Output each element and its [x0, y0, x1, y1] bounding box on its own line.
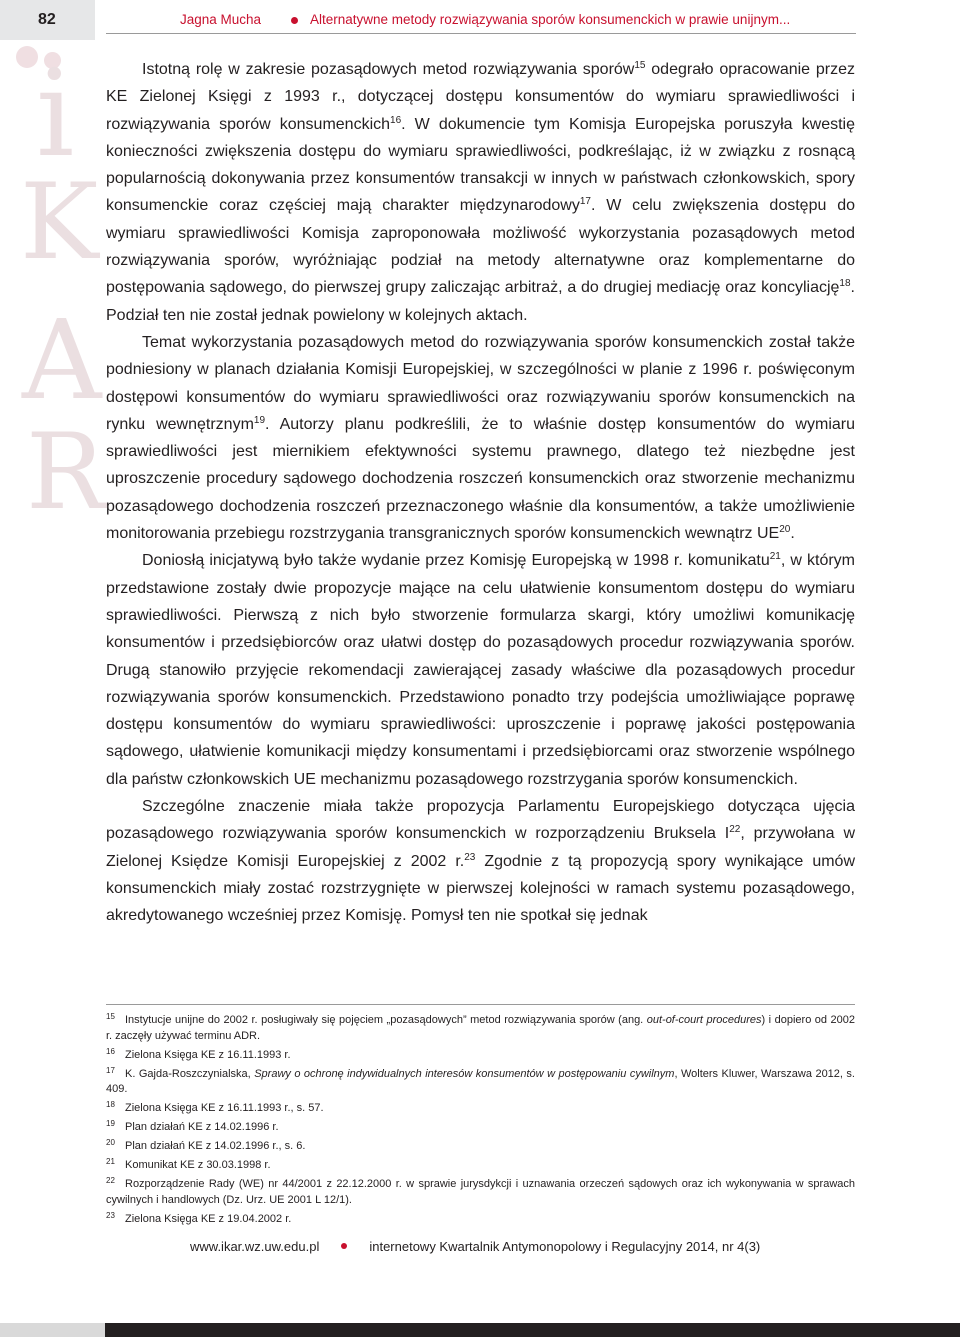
footnote: 23 Zielona Księga KE z 19.04.2002 r.: [106, 1210, 292, 1225]
footer-url-link[interactable]: www.ikar.wz.uw.edu.pl: [190, 1239, 320, 1254]
footnote: 15 Instytucje unijne do 2002 r. posługiwały się pojęciem „pozasądowych” metod rozwiązywania sporów (ang. out-of-court procedures) i dopiero od 2002 r. zaczęły używać terminu ADR.: [106, 1012, 855, 1042]
footnote-ref[interactable]: 15: [634, 60, 646, 71]
footer-journal: internetowy Kwartalnik Antymonopolowy i Regulacyjny 2014, nr 4(3): [369, 1239, 761, 1254]
footnote-ref[interactable]: 23: [464, 851, 476, 863]
paragraph: Szczególne znaczenie miała także propozycja Parlamentu Europejskiego dotycząca ujęcia pozasądowego rozwiązywania sporów konsumenckich w rozporządzeniu Bruksela $I^{22}$, przywołana w Zielonej Księdze Komisji Europejskiej z 2002 r.$^{23}$ Zgodnie z tą propozycją spory wynikające umów konsumenckich miały zostać rozstrzygnięte w pierwszej kolejności w ramach systemu pozasądowego, akredytowanego wcześniej przez Komisję. Pomysł ten nie spotkał się jednak: [106, 798, 856, 925]
footer-bullet-icon: [341, 1243, 347, 1249]
side-letter-k: K: [20, 161, 99, 283]
side-letter-i: i: [36, 45, 75, 184]
footnote: 20 Plan działań KE z 14.02.1996 r., s. 6.: [106, 1138, 306, 1152]
footnote-ref[interactable]: 20: [779, 524, 791, 536]
footnote-ref[interactable]: 17: [579, 196, 591, 208]
footnote: 19 Plan działań KE z 14.02.1996 r.: [106, 1119, 279, 1133]
footnote: 17 K. Gajda-Roszczynialska, Sprawy o ochronę indywidualnych interesów konsumentów w postępowaniu cywilnym, Wolters Kluwer, Warszawa 2012, s. 409.: [106, 1065, 855, 1095]
header-bullet-icon: [291, 17, 298, 24]
article-body: [106, 56, 855, 930]
footnote-ref[interactable]: 19: [253, 414, 266, 426]
bottom-bar-right: [105, 1323, 960, 1337]
side-letter-r: R: [26, 411, 106, 533]
side-dot-decoration: [16, 46, 38, 68]
paragraph: Istotną rolę w zakresie pozasądowych metod rozwiązywania sporów$^{15}$ odegrało opracowanie przez KE Zielonej Księgi z 1993 r., dotyczącej dostępu konsumentów do wymiaru sprawiedliwości i rozwiązywania sporów konsumenckich$^{16}$. W dokumencie tym Komisja Europejska poruszyła kwestię konieczności zwiększenia dostępu do wymiaru sprawiedliwości, podkreślając, iż w związku z rosnącą popularnością dokonywania przez konsumentów transakcji w innych w państwach członkowskich, spory konsumenckie coraz częściej mają charakter międzynarodowy$^{17}$. W celu zwiększenia dostępu do wymiaru sprawiedliwości Komisja zaproponowała możliwość wykorzystania pozasądowych metod rozwiązywania sporów, wyróżniając podział na metody alternatywne oraz komplementarne do postępowania sądowego, do pierwszej grupy zaliczając arbitraż, a do drugiej mediację oraz koncyliację$^{18}$. Podział ten nie został jednak powielony w kolejnych aktach.: [106, 60, 855, 324]
footnote: 18 Zielona Księga KE z 16.11.1993 r., s. 57.: [106, 1100, 324, 1114]
bottom-bar-left: [0, 1323, 105, 1337]
running-header: [106, 10, 856, 34]
page-footer: [190, 1239, 760, 1254]
paragraph: Temat wykorzystania pozasądowych metod do rozwiązywania sporów konsumenckich został także podniesiony w planach działania Komisji Europejskiej, w szczególności w planie z 1996 r. poświęconym dostępowi konsumentów do wymiaru sprawiedliwości oraz rozwiązywaniu sporów konsumenckich na rynku wewnętrznym$^{19}$. Autorzy planu podkreślili, że to właśnie dostęp konsumentów do wymiaru sprawiedliwości jest miernikiem efektywności systemu prawnego, dlatego też niezbędne jest uproszczenie procedury sądowego dochodzenia roszczeń konsumenckich oraz stworzenie mechanizmu pozasądowego dochodzenia roszczeń przeznaczonego właśnie dla konsumentów, a także umożliwienie monitorowania przebiegu rozstrzygania transgranicznych sporów konsumenckich wewnątrz UE$^{20}$.: [106, 333, 855, 543]
page-number: 82: [0, 0, 95, 40]
paragraph: Doniosłą inicjatywą było także wydanie przez Komisję Europejską w 1998 r. komunikatu$^{21}$, w którym przedstawione zostały dwie propozycje mające na celu ułatwienie konsumentom dostępu do wymiaru sprawiedliwości. Pierwszą z nich było stworzenie formularza skargi, który umożliwi komunikację konsumentów i przedsiębiorców oraz ułatwi dostęp do pozasądowych procedur rozwiązywania sporów. Drugą stanowiło przyjęcie rekomendacji zawierającej zasady właściwe dla pozasądowych procedur rozwiązywania sporów konsumenckich. Przedstawiono ponadto trzy podejścia umożliwiające poprawę dostępu konsumentów do wymiaru sprawiedliwości: uproszczenie i poprawę jakości postępowania sądowego, ułatwienie komunikacji między konsumentami i przedsiębiorcami oraz stworzenie wspólnego dla państw członkowskich UE mechanizmu pozasądowego rozstrzygania sporów konsumenckich.: [106, 551, 856, 788]
footnote-ref[interactable]: 22: [729, 824, 741, 836]
footnote: 16 Zielona Księga KE z 16.11.1993 r.: [106, 1046, 291, 1061]
header-article-title: Alternatywne metody rozwiązywania sporów konsumenckich w prawie unijnym...: [310, 12, 791, 27]
footnote-ref[interactable]: 21: [769, 551, 781, 563]
footnotes: [106, 1013, 855, 1231]
footnote-divider: [106, 1004, 855, 1005]
footnote: 22 Rozporządzenie Rady (WE) nr 44/2001 z 22.12.2000 r. w sprawie jurysdykcji i uznawania orzeczeń sądowych oraz ich wykonywania w sprawach cywilnych i handlowych (Dz. Urz. UE 2001 L 12/1).: [106, 1176, 855, 1206]
header-author: Jagna Mucha: [180, 12, 262, 27]
side-letter-a: A: [22, 296, 102, 424]
footnote-ref[interactable]: 16: [390, 114, 402, 126]
footnote: 21 Komunikat KE z 30.03.1998 r.: [106, 1157, 271, 1171]
footnote-ref[interactable]: 18: [839, 278, 851, 290]
